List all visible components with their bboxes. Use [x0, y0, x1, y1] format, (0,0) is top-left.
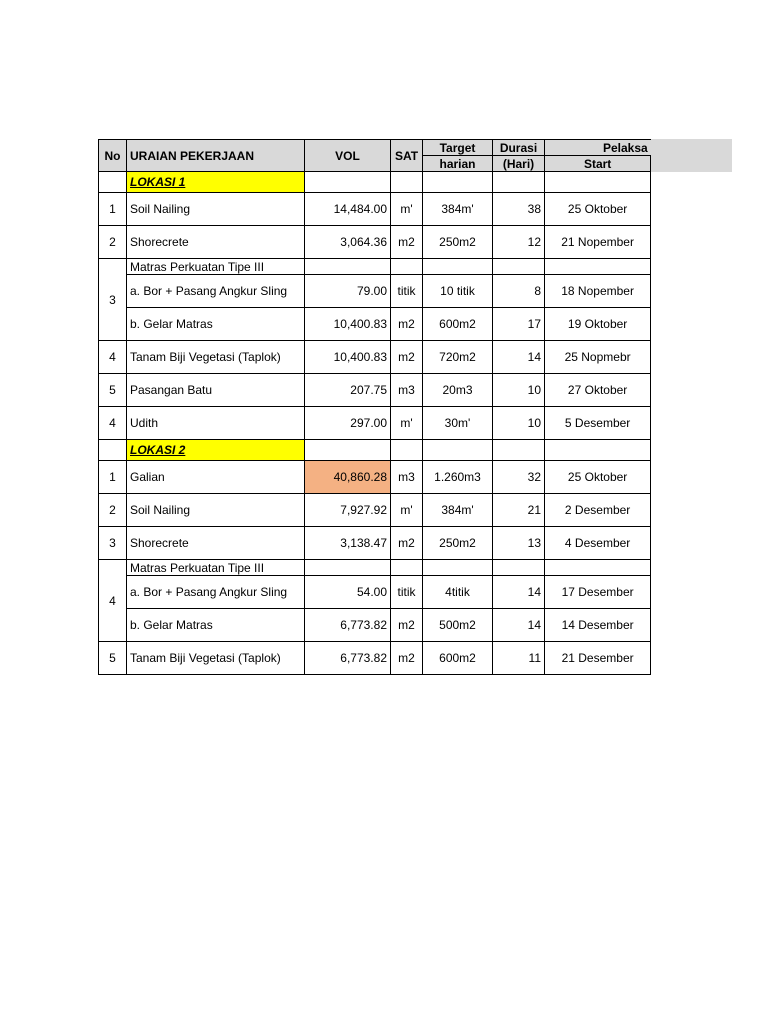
- matras-title-row: [99, 560, 651, 576]
- table-row: [99, 275, 651, 308]
- row-sat: m2: [391, 308, 423, 341]
- lokasi-2-row: [99, 440, 651, 461]
- table-row: [99, 341, 651, 374]
- row-durasi: 10: [493, 374, 545, 407]
- row-start: 21 Nopember: [545, 226, 651, 259]
- row-uraian: Galian: [127, 461, 305, 494]
- row-start: 25 Oktober: [545, 461, 651, 494]
- row-start: 2 Desember: [545, 494, 651, 527]
- cell: [423, 172, 493, 193]
- row-no: 5: [99, 374, 127, 407]
- row-durasi: 12: [493, 226, 545, 259]
- row-vol: 54.00: [305, 576, 391, 609]
- row-vol: 10,400.83: [305, 341, 391, 374]
- row-start: 18 Nopember: [545, 275, 651, 308]
- cell: [423, 440, 493, 461]
- row-durasi: 10: [493, 407, 545, 440]
- row-sat: titik: [391, 275, 423, 308]
- row-durasi: 21: [493, 494, 545, 527]
- row-vol: 6,773.82: [305, 609, 391, 642]
- lokasi-1-row: [99, 172, 651, 193]
- cell: [99, 172, 127, 193]
- row-uraian: Shorecrete: [127, 527, 305, 560]
- row-target: 1.260m3: [423, 461, 493, 494]
- row-start: 5 Desember: [545, 407, 651, 440]
- row-uraian: Tanam Biji Vegetasi (Taplok): [127, 341, 305, 374]
- row-vol: 207.75: [305, 374, 391, 407]
- table-row: [99, 226, 651, 259]
- header-row-1: [99, 140, 651, 156]
- row-sat: m3: [391, 374, 423, 407]
- cell: [391, 172, 423, 193]
- row-sat: m': [391, 494, 423, 527]
- table-row: [99, 494, 651, 527]
- row-sat: m': [391, 407, 423, 440]
- row-target: 600m2: [423, 642, 493, 675]
- row-target: 250m2: [423, 226, 493, 259]
- cell: [391, 440, 423, 461]
- row-no: 2: [99, 226, 127, 259]
- col-start-header: Start: [545, 156, 651, 172]
- header-fill-extension: [640, 139, 732, 172]
- row-start: 27 Oktober: [545, 374, 651, 407]
- work-schedule-table: [98, 139, 651, 675]
- row-sat: m2: [391, 642, 423, 675]
- col-target-header-1: Target: [423, 140, 493, 156]
- row-start: 14 Desember: [545, 609, 651, 642]
- cell: [545, 560, 651, 576]
- row-vol: 10,400.83: [305, 308, 391, 341]
- cell: [493, 560, 545, 576]
- row-target: 250m2: [423, 527, 493, 560]
- col-durasi-header-2: (Hari): [493, 156, 545, 172]
- row-start: 4 Desember: [545, 527, 651, 560]
- row-uraian: Udith: [127, 407, 305, 440]
- cell: [545, 259, 651, 275]
- row-sat: m2: [391, 527, 423, 560]
- row-vol: 14,484.00: [305, 193, 391, 226]
- row-uraian: Soil Nailing: [127, 494, 305, 527]
- row-no: 5: [99, 642, 127, 675]
- row-vol: 297.00: [305, 407, 391, 440]
- row-vol: 79.00: [305, 275, 391, 308]
- row-uraian: a. Bor + Pasang Angkur Sling: [127, 576, 305, 609]
- table-row: [99, 576, 651, 609]
- matras-title: Matras Perkuatan Tipe III: [127, 560, 305, 576]
- cell: [423, 259, 493, 275]
- lokasi-2-title: LOKASI 2: [127, 440, 305, 461]
- row-no: 3: [99, 259, 127, 341]
- row-no: 1: [99, 461, 127, 494]
- cell: [545, 172, 651, 193]
- row-durasi: 38: [493, 193, 545, 226]
- table-row: [99, 609, 651, 642]
- col-vol-header: VOL: [305, 140, 391, 172]
- row-no: 4: [99, 341, 127, 374]
- row-sat: m2: [391, 609, 423, 642]
- row-uraian: Tanam Biji Vegetasi (Taplok): [127, 642, 305, 675]
- col-no-header: No: [99, 140, 127, 172]
- row-uraian: b. Gelar Matras: [127, 308, 305, 341]
- row-uraian: Shorecrete: [127, 226, 305, 259]
- table-row: [99, 308, 651, 341]
- row-start: 17 Desember: [545, 576, 651, 609]
- row-durasi: 14: [493, 609, 545, 642]
- row-target: 500m2: [423, 609, 493, 642]
- row-target: 600m2: [423, 308, 493, 341]
- row-start: 25 Nopmebr: [545, 341, 651, 374]
- col-uraian-header: URAIAN PEKERJAAN: [127, 140, 305, 172]
- table-row: [99, 461, 651, 494]
- cell: [545, 440, 651, 461]
- row-no: 1: [99, 193, 127, 226]
- cell: [493, 172, 545, 193]
- table-row: [99, 374, 651, 407]
- row-no: 2: [99, 494, 127, 527]
- table-row: [99, 407, 651, 440]
- row-target: 10 titik: [423, 275, 493, 308]
- row-durasi: 11: [493, 642, 545, 675]
- cell: [423, 560, 493, 576]
- matras-title-row: [99, 259, 651, 275]
- row-durasi: 8: [493, 275, 545, 308]
- table-row: [99, 527, 651, 560]
- row-durasi: 17: [493, 308, 545, 341]
- table-row: [99, 642, 651, 675]
- row-sat: m2: [391, 226, 423, 259]
- row-no: 3: [99, 527, 127, 560]
- cell: [305, 560, 391, 576]
- cell: [391, 560, 423, 576]
- cell: [305, 259, 391, 275]
- row-start: 19 Oktober: [545, 308, 651, 341]
- row-target: 20m3: [423, 374, 493, 407]
- row-durasi: 14: [493, 576, 545, 609]
- row-target: 384m': [423, 193, 493, 226]
- row-sat: m3: [391, 461, 423, 494]
- row-vol: 6,773.82: [305, 642, 391, 675]
- row-vol: 3,064.36: [305, 226, 391, 259]
- row-durasi: 13: [493, 527, 545, 560]
- row-target: 30m': [423, 407, 493, 440]
- row-start: 21 Desember: [545, 642, 651, 675]
- row-target: 4titik: [423, 576, 493, 609]
- col-durasi-header-1: Durasi: [493, 140, 545, 156]
- matras-title: Matras Perkuatan Tipe III: [127, 259, 305, 275]
- row-target: 720m2: [423, 341, 493, 374]
- row-vol-highlighted: 40,860.28: [305, 461, 391, 494]
- row-no: 4: [99, 560, 127, 642]
- cell: [305, 440, 391, 461]
- row-durasi: 14: [493, 341, 545, 374]
- row-sat: m2: [391, 341, 423, 374]
- row-vol: 3,138.47: [305, 527, 391, 560]
- row-start: 25 Oktober: [545, 193, 651, 226]
- row-uraian: Soil Nailing: [127, 193, 305, 226]
- row-uraian: a. Bor + Pasang Angkur Sling: [127, 275, 305, 308]
- row-sat: m': [391, 193, 423, 226]
- row-uraian: b. Gelar Matras: [127, 609, 305, 642]
- cell: [493, 259, 545, 275]
- row-sat: titik: [391, 576, 423, 609]
- lokasi-1-title: LOKASI 1: [127, 172, 305, 193]
- cell: [305, 172, 391, 193]
- col-pelaksanaan-header: Pelaksa: [545, 140, 651, 156]
- col-target-header-2: harian: [423, 156, 493, 172]
- col-sat-header: SAT: [391, 140, 423, 172]
- row-no: 4: [99, 407, 127, 440]
- row-vol: 7,927.92: [305, 494, 391, 527]
- row-uraian: Pasangan Batu: [127, 374, 305, 407]
- cell: [493, 440, 545, 461]
- cell: [99, 440, 127, 461]
- cell: [391, 259, 423, 275]
- row-durasi: 32: [493, 461, 545, 494]
- row-target: 384m': [423, 494, 493, 527]
- table-row: [99, 193, 651, 226]
